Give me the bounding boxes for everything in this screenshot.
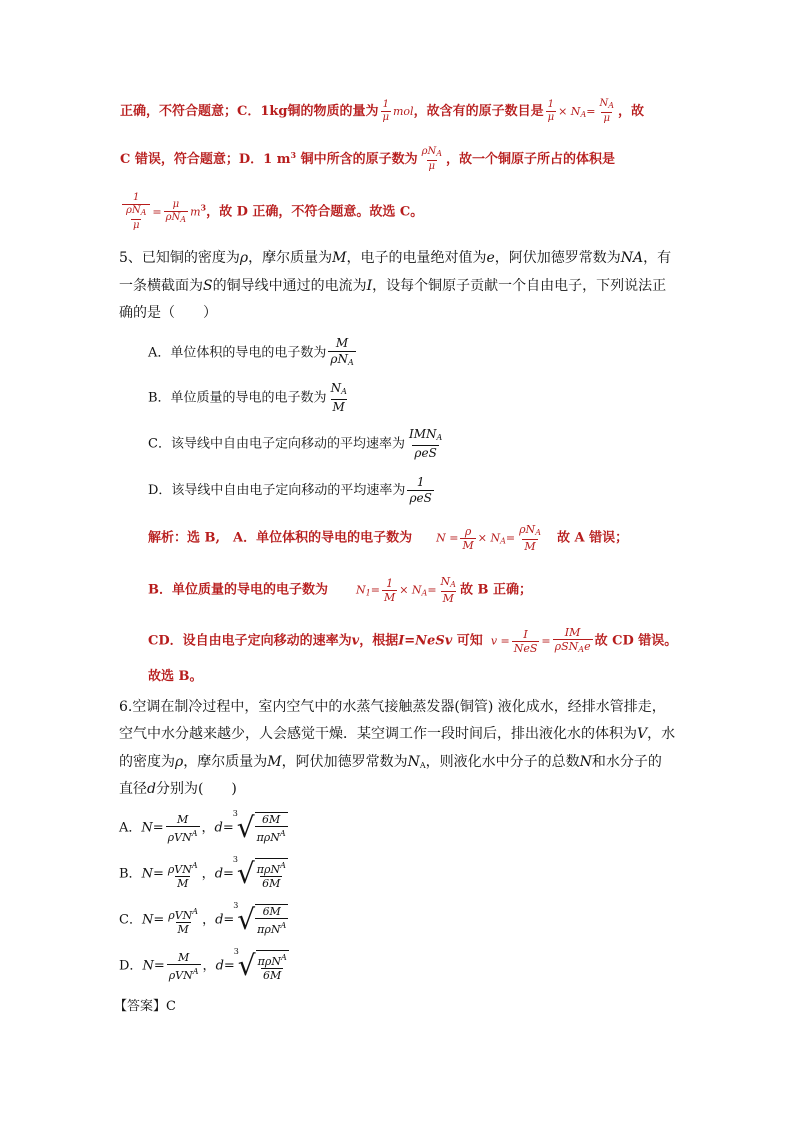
prev-explanation-line-3: 1 $\rho N_A$ μ = μ $\rho N_A$ $m^3$，故 D 正确，不符合题意。故选 C。 xyxy=(120,192,423,232)
q6-option-b[interactable]: B．N= ρVN$^A$ M ，d= 3 √ πρN$^A$ 6M xyxy=(119,855,286,890)
compound-fraction: 1 $\rho N_A$ μ xyxy=(122,192,150,232)
q5-solution-line-4: 故选 B。 xyxy=(148,669,203,684)
answer-value: C xyxy=(166,999,176,1014)
prev-explanation-line-2: C 错误，符合题意；D．1 $m^3$ 铜中所含的原子数为 $\rho N_A$ μ ，故一个铜原子所占的体积是 xyxy=(120,146,616,172)
q5-stem-line-1: 5、已知铜的密度为ρ，摩尔质量为M，电子的电量绝对值为e，阿伏加德罗常数为NA，有 xyxy=(119,250,672,266)
fraction: $\frac{1}{M}$ xyxy=(383,576,396,604)
fraction: IM ρSN$_A$e xyxy=(554,626,591,654)
fraction: $IMN_A$ ρeS xyxy=(408,427,443,460)
q5-option-c[interactable]: C．该导线中自由电子定向移动的平均速率为 $IMN_A$ ρeS xyxy=(148,427,443,460)
fraction: M ρVN$^A$ xyxy=(168,950,199,982)
fraction: $\rho N_A$ M xyxy=(519,523,541,553)
q6-answer xyxy=(114,1000,176,1013)
q6-option-a[interactable]: A．N= M ρVN$^A$ ，d= 3 √ 6M πρN$^A$ xyxy=(119,809,286,844)
fraction: $\frac{N_A}{M}$ xyxy=(440,575,456,605)
cube-root: 3 √ πρN$^A$ 6M xyxy=(232,855,286,890)
fraction: M ρVN$^A$ xyxy=(167,812,198,844)
fraction: M $\rho N_A$ xyxy=(328,336,355,370)
fraction: $\rho N_A$ μ xyxy=(421,146,443,172)
q6-option-c[interactable]: C．N= ρVN$^A$ M ，d= 3 √ 6M πρN$^A$ xyxy=(119,901,287,936)
q5-stem-line-2: 一条横截面为S的铜导线中通过的电流为I，设每个铜原子贡献一个自由电子，下列说法正 xyxy=(119,278,667,294)
q6-stem-line-2: 空气中水分越来越少，人会感觉干燥．某空调工作一段时间后，排出液化水的体积为V，水 xyxy=(119,726,676,742)
q5-solution-line-2: B．单位质量的导电的电子数为 $N_1=$ $\frac{1}{M}$ × $N_A=$ $\frac{N_A}{M}$ 故 B 正确； xyxy=(148,575,532,605)
q6-option-d[interactable]: D．N= M ρVN$^A$ ，d= 3 √ πρN$^A$ 6M xyxy=(119,947,287,982)
fraction: $\frac{N_A}{\mu}$ xyxy=(599,98,614,124)
answer-label: 【答案】 xyxy=(114,999,167,1014)
fraction: $\frac{\rho}{M}$ xyxy=(462,524,474,552)
q6-stem-line-1: 6.空调在制冷过程中，室内空气中的水蒸气接触蒸发器(铜管) 液化成水，经排水管排走， xyxy=(119,699,666,715)
q5-solution-line-1: 解析：选 B, A．单位体积的导电的电子数为 N = $\frac{\rho}{M}$ × $N_A=$ $\rho N_A$ M 故 A 错误； xyxy=(148,523,629,553)
q6-stem-line-4: 直径d分别为( ) xyxy=(119,781,237,797)
fraction: ρVN$^A$ M xyxy=(167,860,198,890)
cube-root: 3 √ 6M πρN$^A$ xyxy=(233,901,287,936)
q5-stem-line-3: 确的是（ ） xyxy=(119,305,217,321)
fraction: 1 ρeS xyxy=(409,475,432,505)
prev-explanation-line-1: 正确，不符合题意；C．1kg铜的物质的量为 $\frac{1}{\mu}$ mol，故含有的原子数目是 $\frac{1}{\mu}$ × $N_A=$ $\frac{N_A}{\mu}$ ，故 xyxy=(120,98,644,124)
cube-root: 3 √ πρN$^A$ 6M xyxy=(233,947,287,982)
q5-option-b[interactable]: B．单位质量的导电的电子数为 $\frac{N_A}{M}$ xyxy=(148,381,347,414)
fraction: $\frac{N_A}{M}$ xyxy=(330,381,347,414)
q6-stem-line-3: 的密度为ρ，摩尔质量为M，阿伏加德罗常数为$N_A$，则液化水中分子的总数N和水分子的 xyxy=(119,754,662,770)
fraction: $\frac{1}{\mu}$ xyxy=(382,99,389,123)
q5-option-a[interactable]: A．单位体积的导电的电子数为 M $\rho N_A$ xyxy=(148,336,358,370)
q5-option-d[interactable]: D．该导线中自由电子定向移动的平均速率为 1 ρeS xyxy=(148,475,432,505)
cube-root: 3 √ 6M πρN$^A$ xyxy=(232,809,286,844)
fraction: I NeS xyxy=(513,627,538,655)
fraction: μ $\rho N_A$ xyxy=(165,198,187,224)
fraction: ρVN$^A$ M xyxy=(168,906,199,936)
fraction: $\frac{1}{\mu}$ xyxy=(547,99,555,123)
q5-solution-line-3: CD．设自由电子定向移动的速率为v，根据I=NeSv 可知 v = I NeS = IM ρSN$_A$e 故 CD 错误。 xyxy=(148,626,678,655)
